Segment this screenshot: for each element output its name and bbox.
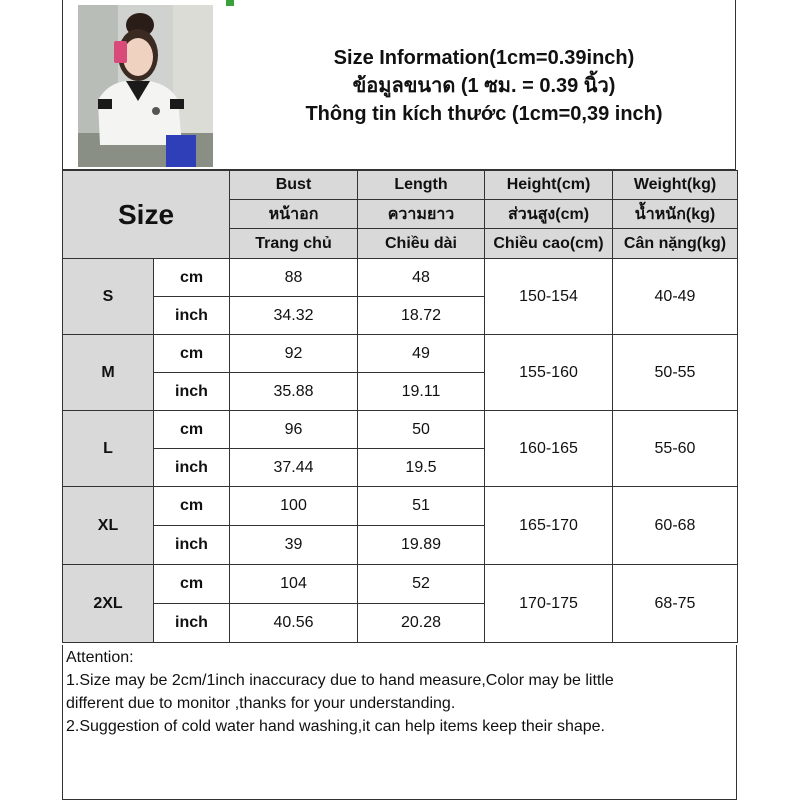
size-label: M xyxy=(63,335,154,411)
col-weight-en: Weight(kg) xyxy=(613,171,738,200)
weight-range: 55-60 xyxy=(613,411,738,487)
unit-inch: inch xyxy=(154,604,230,643)
size-label: L xyxy=(63,411,154,487)
unit-cm: cm xyxy=(154,335,230,373)
unit-cm: cm xyxy=(154,487,230,526)
bust-cm: 92 xyxy=(230,335,358,373)
length-inch: 19.11 xyxy=(358,373,485,411)
bust-inch: 40.56 xyxy=(230,604,358,643)
col-bust-th: หน้าอก xyxy=(230,200,358,229)
model-photo xyxy=(78,5,213,167)
bust-inch: 39 xyxy=(230,526,358,565)
col-weight-vi: Cân nặng(kg) xyxy=(613,229,738,259)
title-thai: ข้อมูลขนาด (1 ซม. = 0.39 นิ้ว) xyxy=(352,75,616,97)
bust-cm: 96 xyxy=(230,411,358,449)
title-block xyxy=(232,44,736,128)
length-cm: 49 xyxy=(358,335,485,373)
height-range: 165-170 xyxy=(485,487,613,565)
size-label: S xyxy=(63,259,154,335)
weight-range: 68-75 xyxy=(613,565,738,643)
unit-inch: inch xyxy=(154,297,230,335)
height-range: 155-160 xyxy=(485,335,613,411)
length-inch: 20.28 xyxy=(358,604,485,643)
col-length-th: ความยาว xyxy=(358,200,485,229)
notes-heading: Attention: xyxy=(66,649,134,666)
bust-inch: 37.44 xyxy=(230,449,358,487)
bust-cm: 88 xyxy=(230,259,358,297)
col-length-en: Length xyxy=(358,171,485,200)
unit-cm: cm xyxy=(154,259,230,297)
unit-cm: cm xyxy=(154,411,230,449)
notes-line: different due to monitor ,thanks for your understanding. xyxy=(66,695,456,712)
weight-range: 50-55 xyxy=(613,335,738,411)
size-label: XL xyxy=(63,487,154,565)
title-vietnamese: Thông tin kích thước (1cm=0,39 inch) xyxy=(305,103,663,125)
bust-cm: 100 xyxy=(230,487,358,526)
table-row xyxy=(63,487,738,526)
length-inch: 19.89 xyxy=(358,526,485,565)
unit-cm: cm xyxy=(154,565,230,604)
col-height-en: Height(cm) xyxy=(485,171,613,200)
table-row xyxy=(63,259,738,297)
unit-inch: inch xyxy=(154,449,230,487)
corner-mark xyxy=(226,0,234,6)
unit-inch: inch xyxy=(154,373,230,411)
bust-inch: 34.32 xyxy=(230,297,358,335)
length-inch: 18.72 xyxy=(358,297,485,335)
table-row xyxy=(63,335,738,373)
notes-line: 2.Suggestion of cold water hand washing,it can help items keep their shape. xyxy=(66,718,605,735)
bust-cm: 104 xyxy=(230,565,358,604)
height-range: 160-165 xyxy=(485,411,613,487)
notes-line: 1.Size may be 2cm/1inch inaccuracy due to hand measure,Color may be little xyxy=(66,672,614,689)
table-row xyxy=(63,565,738,604)
bust-inch: 35.88 xyxy=(230,373,358,411)
col-bust-en: Bust xyxy=(230,171,358,200)
length-cm: 50 xyxy=(358,411,485,449)
attention-notes xyxy=(62,645,737,800)
col-weight-th: น้ำหนัก(kg) xyxy=(613,200,738,229)
weight-range: 60-68 xyxy=(613,487,738,565)
length-cm: 51 xyxy=(358,487,485,526)
table-row xyxy=(63,411,738,449)
model-photo-icon xyxy=(78,5,213,167)
size-table xyxy=(62,170,738,643)
weight-range: 40-49 xyxy=(613,259,738,335)
title-english: Size Information(1cm=0.39inch) xyxy=(333,47,635,69)
height-range: 150-154 xyxy=(485,259,613,335)
unit-inch: inch xyxy=(154,526,230,565)
length-cm: 48 xyxy=(358,259,485,297)
length-inch: 19.5 xyxy=(358,449,485,487)
size-label: 2XL xyxy=(63,565,154,643)
col-height-th: ส่วนสูง(cm) xyxy=(485,200,613,229)
size-header: Size xyxy=(63,171,230,259)
col-length-vi: Chiều dài xyxy=(358,229,485,259)
height-range: 170-175 xyxy=(485,565,613,643)
col-bust-vi: Trang chủ xyxy=(230,229,358,259)
length-cm: 52 xyxy=(358,565,485,604)
col-height-vi: Chiều cao(cm) xyxy=(485,229,613,259)
